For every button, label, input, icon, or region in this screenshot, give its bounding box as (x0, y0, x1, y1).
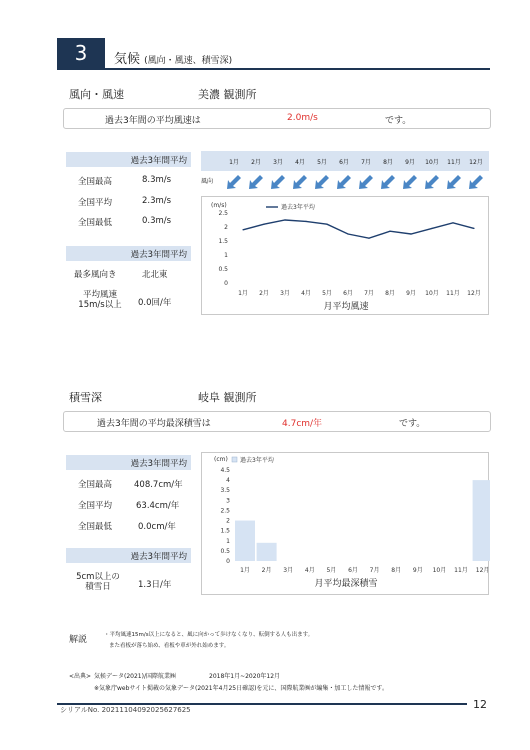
snow-bar (257, 543, 277, 561)
snow-x-tick-label: 6月 (348, 567, 358, 574)
snow-x-tick-label: 3月 (283, 567, 294, 574)
snow-chart-caption: 月平均最深積雪 (314, 579, 378, 589)
wind-data-point (284, 219, 285, 220)
wind-row-label: 最多風向き (74, 270, 117, 280)
snow-station: 岐阜 観測所 (198, 391, 257, 404)
wind-chart-svg (202, 197, 490, 316)
wind-arrow-icon (224, 172, 244, 192)
wind-arrow-icon (422, 172, 442, 192)
wind-data-point (431, 228, 432, 229)
snow-table1-header: 過去3年間平均 (66, 455, 191, 470)
wind-y-tick-label: 1 (224, 252, 228, 259)
snow-x-tick-label: 11月 (454, 567, 468, 574)
section-rule (57, 68, 490, 70)
wind-station: 美濃 観測所 (198, 88, 257, 101)
section-number: 3 (57, 38, 105, 68)
snow-y-tick-label: 0.5 (220, 547, 230, 555)
snow-x-tick-label: 5月 (326, 567, 337, 574)
wind-y-unit: (m/s) (211, 202, 227, 209)
month-strip-label: 10月 (425, 159, 439, 166)
wind-chart (201, 196, 489, 315)
snow-y-tick-label: 0 (226, 558, 230, 565)
snow-chart-svg (202, 453, 490, 596)
wind-arrow-icon (290, 172, 310, 192)
wind-x-tick-label: 2月 (259, 290, 269, 297)
source-data-name: 気候データ(2021)/国際航業㈱ (94, 673, 176, 680)
wind-row-value: 北北東 (142, 270, 168, 280)
wind-y-tick-label: 0 (224, 280, 228, 287)
month-strip-label: 12月 (469, 159, 483, 166)
wind-chart-caption: 月平均風速 (323, 302, 369, 312)
section-title: 気候 (風向・風速、積雪深) (114, 52, 233, 67)
wind-row-label: 全国最高 (78, 177, 113, 187)
note-line: また看板が落ち始め、看板や車が外れ始めます。 (109, 643, 230, 649)
serial-number: シリアルNo. 20211104092025627625 (60, 706, 191, 714)
snow-summary-suffix: です。 (399, 419, 426, 429)
snow-bar (235, 521, 255, 561)
wind-data-point (242, 229, 243, 230)
wind-summary-text: 過去3年間の平均風速は (105, 116, 201, 126)
wind-row-label: 平均風速 15m/s以上 (78, 290, 122, 310)
snow-chart (201, 452, 489, 595)
wind-table2-header: 過去3年間平均 (66, 246, 191, 261)
wind-series-line (243, 220, 474, 238)
wind-table1-header: 過去3年間平均 (66, 152, 191, 167)
wind-data-point (263, 224, 264, 225)
snow-y-tick-label: 1 (226, 537, 230, 545)
snow-legend-label: 過去3年平均 (240, 457, 274, 464)
wind-y-tick-label: 2 (224, 224, 228, 231)
snow-row-value: 0.0cm/年 (138, 522, 176, 532)
snow-bar (473, 480, 490, 561)
wind-heading: 風向・風速 (69, 88, 124, 101)
snow-y-tick-label: 2 (226, 517, 230, 525)
snow-x-tick-label: 2月 (261, 567, 272, 574)
source-period: 2018年1月~2020年12月 (209, 673, 281, 680)
wind-arrow-icon (378, 172, 398, 192)
wind-row-value: 2.3m/s (142, 196, 172, 206)
snow-row-label: 全国平均 (78, 501, 113, 511)
month-strip-label: 1月 (229, 159, 239, 166)
wind-row-value: 0.0回/年 (138, 298, 172, 308)
snow-x-tick-label: 9月 (412, 567, 423, 574)
month-strip-label: 6月 (339, 159, 349, 166)
notes-heading: 解説 (69, 635, 88, 645)
page-number: 12 (473, 698, 487, 711)
wind-row-value: 0.3m/s (142, 216, 172, 226)
wind-x-tick-label: 5月 (322, 290, 332, 297)
wind-data-point (347, 233, 348, 234)
snow-summary-text: 過去3年間の平均最深積雪は (97, 419, 211, 429)
month-strip-label: 8月 (383, 159, 393, 166)
wind-row-label: 全国最低 (78, 218, 113, 228)
wind-x-tick-label: 9月 (406, 290, 416, 297)
wind-arrow-icon (356, 172, 376, 192)
snow-x-tick-label: 8月 (391, 567, 402, 574)
wind-data-point (452, 222, 453, 223)
month-strip-label: 2月 (251, 159, 261, 166)
wind-data-point (305, 221, 306, 222)
snow-summary-value: 4.7cm/年 (282, 419, 323, 429)
wind-x-tick-label: 11月 (446, 290, 460, 297)
source-note: ※気象庁webサイト掲載の気象データ(2021年4月25日確認)を元に、国際航業㈱が編集・加工した情報です。 (94, 685, 388, 692)
snow-y-tick-label: 3.5 (220, 487, 230, 495)
wind-x-tick-label: 1月 (238, 290, 248, 297)
snow-x-tick-label: 10月 (432, 567, 447, 574)
wind-arrow-icon (246, 172, 266, 192)
snow-row-value: 1.3日/年 (138, 580, 172, 590)
wind-arrow-icon (444, 172, 464, 192)
snow-y-tick-label: 1.5 (220, 527, 230, 535)
wind-data-point (410, 233, 411, 234)
wind-x-tick-label: 12月 (467, 290, 481, 297)
wind-y-tick-label: 1.5 (218, 238, 228, 245)
wind-x-tick-label: 10月 (425, 290, 439, 297)
month-strip-label: 11月 (447, 159, 461, 166)
wind-y-tick-label: 0.5 (218, 266, 228, 273)
wind-arrow-icon (466, 172, 486, 192)
wind-x-tick-label: 3月 (280, 290, 290, 297)
wind-x-tick-label: 8月 (385, 290, 395, 297)
wind-data-point (389, 231, 390, 232)
section-subtitle: (風向・風速、積雪深) (144, 56, 233, 66)
snow-heading: 積雪深 (69, 391, 102, 404)
snow-row-label: 全国最高 (78, 480, 113, 490)
wind-summary-box (63, 108, 491, 129)
snow-row-value: 408.7cm/年 (134, 480, 183, 490)
snow-row-label: 5cm以上の 積雪日 (76, 572, 120, 592)
wind-x-tick-label: 6月 (343, 290, 353, 297)
snow-y-tick-label: 2.5 (220, 507, 230, 515)
month-strip-label: 7月 (361, 159, 371, 166)
wind-data-point (473, 228, 474, 229)
snow-x-tick-label: 7月 (369, 567, 380, 574)
snow-row-value: 63.4cm/年 (136, 501, 180, 511)
wind-legend-label: 過去3年平均 (281, 204, 315, 211)
snow-table2-header: 過去3年間平均 (66, 548, 191, 563)
wind-summary-value: 2.0m/s (287, 113, 318, 123)
wind-arrow-icon (400, 172, 420, 192)
wind-y-tick-label: 2.5 (218, 210, 228, 217)
wind-direction-label: 風向 (201, 178, 214, 185)
snow-y-tick-label: 3 (226, 497, 230, 505)
note-line: ・平均風速15m/s以上になると、風に向かって歩けなくなり、転倒する人も出ます。 (104, 632, 314, 638)
month-strip-label: 3月 (273, 159, 283, 166)
snow-legend-swatch (232, 457, 237, 462)
snow-x-tick-label: 12月 (475, 567, 490, 574)
wind-row-label: 全国平均 (78, 198, 113, 208)
snow-x-tick-label: 4月 (304, 567, 315, 574)
source-label: <出典> (69, 673, 92, 680)
wind-arrow-icon (312, 172, 332, 192)
wind-summary-suffix: です。 (385, 116, 412, 126)
snow-x-tick-label: 1月 (240, 567, 250, 574)
wind-arrow-icon (334, 172, 354, 192)
month-strip-label: 9月 (405, 159, 415, 166)
snow-summary-box (63, 411, 491, 432)
wind-data-point (368, 238, 369, 239)
snow-y-tick-label: 4 (226, 477, 230, 485)
snow-y-unit: (cm) (214, 456, 228, 463)
snow-row-label: 全国最低 (78, 522, 113, 532)
wind-x-tick-label: 4月 (301, 290, 311, 297)
wind-arrow-icon (268, 172, 288, 192)
wind-row-value: 8.3m/s (142, 175, 172, 185)
wind-data-point (326, 224, 327, 225)
month-strip-label: 4月 (295, 159, 305, 166)
month-strip-label: 5月 (317, 159, 327, 166)
snow-y-tick-label: 4.5 (220, 467, 230, 474)
wind-x-tick-label: 7月 (364, 290, 374, 297)
